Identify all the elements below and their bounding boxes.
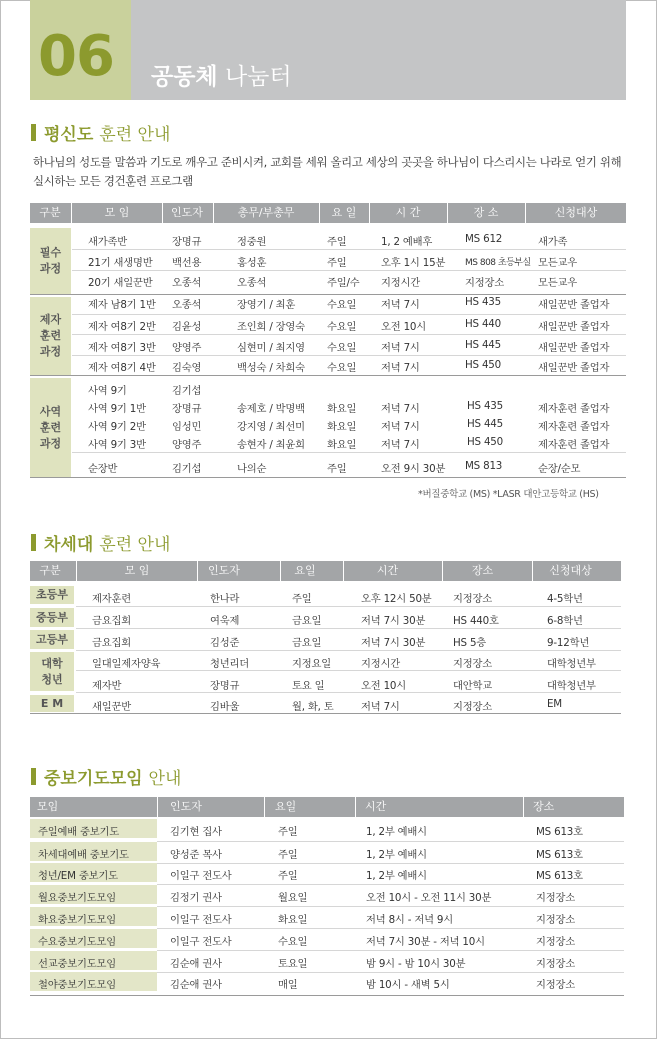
table-cell: HS 435 — [467, 400, 504, 412]
table-cell: 주일 — [278, 826, 298, 838]
table-cell: 제자 여8기 3반 — [88, 342, 156, 354]
table-cell: 김기현 집사 — [170, 826, 222, 838]
table-cell: 송현자 / 최윤희 — [237, 439, 305, 451]
table-cell: 새일꾼반 졸업자 — [538, 321, 610, 333]
table-cell: 김순애 권사 — [170, 958, 222, 970]
table-cell: MS 613호 — [536, 870, 583, 882]
category-college-young-adult: 대학 청년 — [30, 652, 74, 691]
table-cell: 대학청년부 — [547, 680, 596, 692]
section-title-bold: 평신도 — [44, 125, 94, 145]
column-header: 구분 — [39, 206, 61, 219]
table-cell: 철야중보기도모임 — [38, 979, 116, 991]
table-cell: HS 450 — [465, 359, 502, 371]
table-cell: 금요집회 — [92, 615, 131, 627]
column-header: 인도자 — [208, 564, 240, 577]
intro-text: 하나님의 성도를 말씀과 기도로 깨우고 준비시켜, 교회를 세워 올리고 세상의 곳곳을 하나님이 다스리시는 나라로 얻기 위해 실시하는 모든 경건훈련 프로그램 — [33, 155, 622, 188]
table-cell: 정중원 — [237, 236, 267, 248]
table-cell: 김윤성 — [172, 321, 202, 333]
table-cell: 1, 2부 예배시 — [366, 826, 427, 838]
table-cell: HS 445 — [465, 339, 502, 351]
table-cell: 지정장소 — [453, 658, 492, 670]
table-cell: 강지영 / 최선미 — [237, 421, 305, 433]
column-separator — [532, 561, 533, 581]
column-header: 인도자 — [170, 800, 202, 813]
table-cell: 4-5학년 — [547, 593, 583, 605]
row-divider — [76, 692, 621, 693]
table-cell: 화요일 — [278, 914, 308, 926]
table-cell: 저녁 7시 30분 — [361, 615, 426, 627]
table-cell: 대안학교 — [453, 680, 492, 692]
table-cell: 21기 새생명반 — [88, 257, 153, 269]
table-cell: 지정시간 — [381, 277, 420, 289]
table-cell: 홍성훈 — [237, 257, 267, 269]
table-bottom — [30, 713, 621, 714]
column-separator — [76, 561, 77, 581]
column-header: 요일 — [275, 800, 297, 813]
table-cell: 오후 1시 15분 — [381, 257, 446, 269]
table-cell: 저녁 7시 — [381, 299, 420, 311]
table-cell: 밤 10시 - 새벽 5시 — [366, 979, 450, 991]
section-marker — [31, 124, 36, 141]
table-cell: 1, 2 예배후 — [381, 236, 433, 248]
row-divider — [72, 334, 626, 335]
table-cell: 양영주 — [172, 439, 202, 451]
table-cell: 선교중보기도모임 — [38, 958, 116, 970]
table-cell: 사역 9기 3반 — [88, 439, 146, 451]
category-middle: 중등부 — [30, 608, 74, 627]
table-cell: 새일꾼반 — [92, 701, 131, 713]
table-cell: 지정장소 — [536, 958, 575, 970]
table-cell: 김기섭 — [172, 385, 202, 397]
table-cell: 1, 2부 예배시 — [366, 849, 427, 861]
table-cell: 월, 화, 토 — [292, 701, 334, 713]
table-cell: 새일꾼반 졸업자 — [538, 299, 610, 311]
section-marker — [31, 768, 36, 785]
table-cell: 지정장소 — [465, 277, 504, 289]
table-cell: 밤 9시 - 밤 10시 30분 — [366, 958, 466, 970]
table-cell: 금요집회 — [92, 637, 131, 649]
column-header: 모 임 — [124, 564, 150, 577]
column-header: 구분 — [39, 564, 61, 577]
table-cell: 화요중보기도모임 — [38, 914, 116, 926]
table-cell: 저녁 7시 — [361, 701, 400, 713]
column-header: 장 소 — [473, 206, 499, 219]
section-number: 06 — [38, 24, 114, 89]
table-cell: 이일구 전도사 — [170, 936, 232, 948]
column-header: 총무/부총무 — [237, 206, 295, 219]
column-separator — [442, 561, 443, 581]
column-header: 시간 — [365, 800, 387, 813]
table-cell: 장명규 — [210, 680, 240, 692]
table-cell: 저녁 7시 30분 — [361, 637, 426, 649]
table-cell: 지정장소 — [536, 979, 575, 991]
column-separator — [355, 797, 356, 817]
table-cell: 모든교우 — [538, 277, 577, 289]
table-cell: 장영기 / 최훈 — [237, 299, 296, 311]
table-cell: 백성숙 / 차희숙 — [237, 362, 305, 374]
table-cell: 장명규 — [172, 236, 202, 248]
row-divider — [72, 452, 626, 453]
column-separator — [157, 797, 158, 817]
table-cell: 금요일 — [292, 615, 322, 627]
table-cell: 김순애 권사 — [170, 979, 222, 991]
row-divider — [157, 972, 624, 973]
column-header: 장소 — [533, 800, 555, 813]
table-cell: 청년리더 — [210, 658, 249, 670]
table-cell: 청년/EM 중보기도 — [38, 870, 118, 882]
table-cell: 조인희 / 장영숙 — [237, 321, 305, 333]
table-cell: 새가족반 — [88, 236, 127, 248]
table-cell: 주일/수 — [327, 277, 360, 289]
table-cell: 저녁 7시 — [381, 342, 420, 354]
table-cell: 새일꾼반 졸업자 — [538, 362, 610, 374]
table-bottom — [30, 995, 624, 996]
table-cell: 장명규 — [172, 403, 202, 415]
table-cell: 금요일 — [292, 637, 322, 649]
page-title-bold: 공동체 — [151, 64, 218, 90]
category-required: 필수 과정 — [30, 228, 71, 294]
table-cell: HS 440호 — [453, 615, 499, 627]
table-cell: 주일 — [278, 870, 298, 882]
table-cell: 임성민 — [172, 421, 202, 433]
table-cell: 여욱제 — [210, 615, 240, 627]
table-cell: 김숙영 — [172, 362, 202, 374]
table-cell: 9-12학년 — [547, 637, 590, 649]
table-cell: 토요일 — [278, 958, 308, 970]
table-cell: 주일 — [278, 849, 298, 861]
table-header — [30, 203, 626, 223]
column-separator — [523, 797, 524, 817]
column-header: 시간 — [376, 564, 399, 577]
table-cell: 화요일 — [327, 403, 357, 415]
table-cell: MS 613호 — [536, 849, 583, 861]
table-cell: MS 808 초등부실 — [465, 258, 531, 268]
table-cell: 오전 10시 — [361, 680, 407, 692]
table-cell: 주일 — [292, 593, 312, 605]
table-cell: 지정시간 — [361, 658, 400, 670]
table-header — [30, 797, 624, 817]
table-cell: 모든교우 — [538, 257, 577, 269]
section-title-rest: 훈련 안내 — [99, 125, 171, 145]
section-title-rest: 안내 — [148, 769, 182, 789]
column-separator — [197, 561, 198, 581]
row-divider — [157, 863, 624, 864]
table-cell: 오후 12시 50분 — [361, 593, 432, 605]
row-divider — [76, 670, 621, 671]
row-divider — [157, 841, 624, 842]
page-title — [151, 58, 292, 91]
category-em: E M — [30, 695, 74, 712]
table-cell: 제자 여8기 2반 — [88, 321, 156, 333]
table-cell: 주일예배 중보기도 — [38, 826, 120, 838]
table-cell: HS 435 — [465, 296, 502, 308]
table-cell: 6-8학년 — [547, 615, 583, 627]
table-cell: 나의순 — [237, 463, 267, 475]
section-marker — [31, 534, 36, 551]
column-separator — [280, 561, 281, 581]
table-cell: 저녁 7시 — [381, 421, 420, 433]
table-cell: 오종석 — [237, 277, 267, 289]
table-cell: 토요 일 — [292, 680, 325, 692]
table-header — [30, 561, 621, 581]
section-title-lay-training — [31, 120, 170, 145]
table-cell: 저녁 7시 — [381, 362, 420, 374]
column-header: 시 간 — [395, 206, 421, 219]
table-cell: 송제호 / 박명백 — [237, 403, 305, 415]
category-high: 고등부 — [30, 630, 74, 649]
table-cell: 수요일 — [327, 362, 357, 374]
row-divider — [72, 355, 626, 356]
column-header: 신청대상 — [549, 564, 592, 577]
row-divider — [76, 628, 621, 629]
column-header: 모임 — [37, 800, 59, 813]
row-divider — [157, 884, 624, 885]
row-divider — [76, 606, 621, 607]
table-cell: 사역 9기 1반 — [88, 403, 146, 415]
table-cell: 오전 10시 — [381, 321, 427, 333]
table-cell: 저녁 7시 — [381, 403, 420, 415]
table-cell: 매일 — [278, 979, 298, 991]
column-separator — [525, 203, 526, 223]
table-cell: 심현미 / 최지영 — [237, 342, 305, 354]
column-header: 인도자 — [171, 206, 203, 219]
group-divider — [30, 375, 626, 376]
table-cell: 수요일 — [327, 321, 357, 333]
table-cell: 양영주 — [172, 342, 202, 354]
table-cell: 새일꾼반 졸업자 — [538, 342, 610, 354]
table-cell: 화요일 — [327, 421, 357, 433]
column-header: 장소 — [471, 564, 494, 577]
table-cell: 오전 10시 - 오전 11시 30분 — [366, 892, 492, 904]
table-cell: 수요일 — [278, 936, 308, 948]
table-cell: 이일구 전도사 — [170, 870, 232, 882]
table-cell: MS 613호 — [536, 826, 583, 838]
table-cell: 저녁 7시 30분 - 저녁 10시 — [366, 936, 485, 948]
table-cell: 화요일 — [327, 439, 357, 451]
section-title-bold: 차세대 — [44, 535, 94, 555]
table-cell: 20기 새일꾼반 — [88, 277, 153, 289]
section-title-bold: 중보기도모임 — [44, 769, 143, 789]
table-cell: 차세대예배 중보기도 — [38, 849, 129, 861]
table-cell: HS 445 — [467, 418, 504, 430]
group-divider — [30, 294, 626, 295]
table-cell: 김바울 — [210, 701, 240, 713]
table-cell: 1, 2부 예배시 — [366, 870, 427, 882]
table-cell: 한나라 — [210, 593, 240, 605]
table-cell: 백선용 — [172, 257, 202, 269]
table-cell: 지정요일 — [292, 658, 331, 670]
table-cell: 제자훈련 졸업자 — [538, 403, 610, 415]
column-header: 모 임 — [104, 206, 130, 219]
column-separator — [264, 797, 265, 817]
table-cell: 김정기 권사 — [170, 892, 222, 904]
table-cell: 이일구 전도사 — [170, 914, 232, 926]
table-cell: 순장반 — [88, 463, 118, 475]
section-title-rest: 훈련 안내 — [99, 535, 171, 555]
table-cell: 월요일 — [278, 892, 308, 904]
page-title-rest: 나눔터 — [224, 64, 292, 90]
table-cell: 제자반 — [92, 680, 122, 692]
category-ministry: 사역 훈련 과정 — [30, 378, 71, 477]
table-cell: 지정장소 — [453, 701, 492, 713]
column-separator — [213, 203, 214, 223]
table-cell: 저녁 7시 — [381, 439, 420, 451]
table-cell: 오종석 — [172, 277, 202, 289]
table-cell: 김성준 — [210, 637, 240, 649]
location-note: *버질중학교 (MS) *LASR 대안고등학교 (HS) — [418, 489, 599, 500]
table-cell: 저녁 8시 - 저녁 9시 — [366, 914, 453, 926]
table-cell: 지정장소 — [536, 936, 575, 948]
table-cell: 제자 여8기 4반 — [88, 362, 156, 374]
table-cell: 지정장소 — [453, 593, 492, 605]
table-cell: MS 813 — [465, 460, 503, 472]
row-divider — [157, 950, 624, 951]
table-cell: HS 440 — [465, 318, 502, 330]
category-disciple: 제자 훈련 과정 — [30, 297, 71, 375]
table-cell: HS 450 — [467, 436, 504, 448]
column-header: 신청대상 — [554, 206, 598, 219]
column-header: 요일 — [294, 564, 316, 577]
column-separator — [319, 203, 320, 223]
row-divider — [157, 928, 624, 929]
table-cell: 지정장소 — [536, 914, 575, 926]
row-divider — [72, 314, 626, 315]
table-cell: 수요일 — [327, 299, 357, 311]
table-cell: 양성준 목사 — [170, 849, 222, 861]
table-cell: 제자훈련 — [92, 593, 131, 605]
row-divider — [157, 906, 624, 907]
table-cell: 월요중보기도모임 — [38, 892, 116, 904]
table-cell: 김기섭 — [172, 463, 202, 475]
column-separator — [162, 203, 163, 223]
table-cell: 주일 — [327, 463, 347, 475]
table-cell: 주일 — [327, 257, 347, 269]
table-cell: 주일 — [327, 236, 347, 248]
column-separator — [71, 203, 72, 223]
column-header: 요 일 — [331, 206, 357, 219]
row-divider — [72, 249, 626, 250]
table-cell: 지정장소 — [536, 892, 575, 904]
table-cell: MS 612 — [465, 233, 503, 245]
group-divider — [30, 477, 626, 478]
table-cell: 사역 9기 2반 — [88, 421, 146, 433]
table-cell: EM — [547, 698, 562, 710]
table-cell: 대학청년부 — [547, 658, 596, 670]
table-cell: 사역 9기 — [88, 385, 127, 397]
table-cell: 수요중보기도모임 — [38, 936, 116, 948]
section-title-intercession — [31, 764, 181, 789]
table-cell: 일대일제자양육 — [92, 658, 161, 670]
table-cell: 제자훈련 졸업자 — [538, 439, 610, 451]
column-separator — [343, 561, 344, 581]
table-cell: 새가족 — [538, 236, 568, 248]
row-divider — [76, 650, 621, 651]
table-cell: 수요일 — [327, 342, 357, 354]
table-cell: 순장/순모 — [538, 463, 581, 475]
table-cell: 오종석 — [172, 299, 202, 311]
table-cell: HS 5층 — [453, 637, 487, 649]
section-title-nextgen — [31, 530, 170, 555]
category-elementary: 초등부 — [30, 586, 74, 604]
table-cell: 제자훈련 졸업자 — [538, 421, 610, 433]
table-cell: 제자 남8기 1반 — [88, 299, 156, 311]
column-separator — [369, 203, 370, 223]
column-separator — [447, 203, 448, 223]
table-cell: 오전 9시 30분 — [381, 463, 446, 475]
row-divider — [72, 270, 626, 271]
